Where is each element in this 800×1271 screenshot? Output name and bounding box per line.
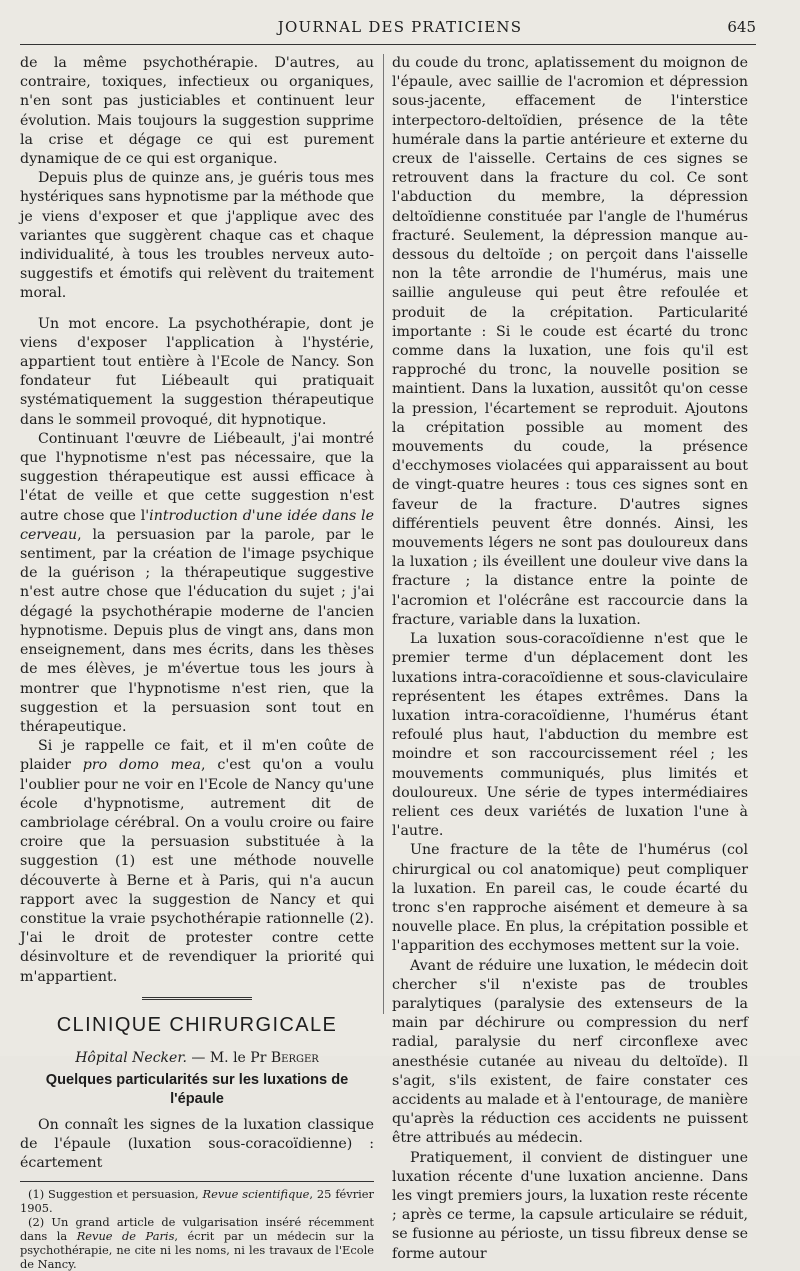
paragraph: Pratiquement, il convient de distinguer une luxation récente d'une luxation ancienne. Dans les vingt premiers jours, la luxation reste récente ; après ce terme, la capsule articulaire se réduit, se fusionne au périoste, un tissu fibreux dense se forme autour [392,1149,748,1262]
paragraph-text: , c'est qu'on a voulu l'oublier pour ne voir en l'Ecole de Nancy qu'une école d'hypnotisme, autrement dit de cambriolage cérébral. On a voulu croire ou faire croire que la persuasion substituée à la suggestion (1) est une méthode nouvelle découverte à Berne et à Paris, qui n'a aucun rapport avec la suggestion de Nancy et qui constitue la vraie psychothérapie rationnelle (2). J'ai le droit de protester contre cette désinvolture et de revendiquer la priorité qui m'appartient. [20,757,374,985]
italic-phrase: introduction d'une idée dans le cerveau [20,507,374,543]
footnote-1 [20,1187,374,1215]
paragraph: du coude du tronc, aplatissement du moignon de l'épaule, avec saillie de l'acromion et dépression sous-jacente, effacement de l'interstice interpectoro-deltoïdien, présence de la tête humérale dans la partie antérieure et externe du creux de l'aisselle. Certains de ces signes se retrouvent dans la fracture du col. Ce sont l'abduction du membre, la dépression deltoïdienne constituée par l'angle de l'humérus fracturé. Seulement, la dépression manque au-dessous du deltoïde ; on perçoit dans l'aisselle non la tête arrondie de l'humérus, mais une saillie anguleuse qui peut être refoulée et produit de la crépitation. Particularité importante : Si le coude est écarté du tronc comme dans la luxation, une fois qu'il est rapproché du tronc, la nouvelle position se maintient. Dans la luxation, aussitôt qu'on cesse la pression, l'écartement se reproduit. Ajoutons la crépitation possible au moment des mouvements du coude, la présence d'ecchymoses violacées qui apparaissent au bout de vingt-quatre heures : tous ces signes sont en faveur de la fracture. D'autres signes différentiels peuvent être donnés. Ainsi, les mouvements légers ne sont pas douloureux dans la luxation ; ils éveillent une douleur vive dans la fracture ; la distance entre la pointe de l'acromion et l'olécrâne est raccourcie dans la fracture, variable dans la luxation. [392,55,748,628]
paragraph: Une fracture de la tête de l'humérus (col chirurgical ou col anatomique) peut compliquer la luxation. En pareil cas, le coude écarté du tronc s'en rapproche aisément et demeure à sa nouvelle place. En plus, la crépitation possible et l'apparition des ecchymoses mettent sur la voie. [392,842,748,955]
paragraph: On connaît les signes de la luxation classique de l'épaule (luxation sous-coracoïdienne) : écartement [20,1116,374,1171]
paragraph [20,737,374,987]
footnote-text: , 25 février 1905. [20,1187,374,1216]
section-divider [142,997,252,1000]
paragraph-text: Si je rappelle ce fait, et il m'en coûte de plaider [20,738,374,774]
article-title: Quelques particularités sur les luxations de l'épaule [45,1072,349,1108]
paragraph-text: , la persuasion par la parole, par le sentiment, par la création de l'image psychique de la guérison ; la thérapeutique suggestive n'est autre chose que l'éducation du sujet ; j'ai dégagé la psychothérapie moderne de l'ancien hypnotisme. Depuis plus de vingt ans, dans mon enseignement, dans mes écrits, dans les thèses de mes élèves, je m'évertue tous les jours à montrer que l'hypnotisme n'est rien, que la suggestion et la persuasion sont tout en thérapeutique. [20,526,374,735]
byline-hospital: Hôpital Necker. [75,1049,187,1066]
footnote-text: (1) Suggestion et persuasion, [28,1187,203,1202]
footnote-2 [20,1215,374,1271]
footnote-rule [20,1181,374,1182]
italic-phrase: pro domo mea [82,757,201,774]
left-column [20,54,374,1271]
footnote-text: , écrit par un médecin sur la psychothérapie, ne cite ni les noms, ni les travaux de l'Ecole de Nancy. [20,1229,374,1271]
running-head [0,18,800,42]
paragraph: Avant de réduire une luxation, le médecin doit chercher s'il n'existe pas de troubles paralytiques (paralysie des extenseurs de la main par déchirure ou compression du nerf radial, paralysie du nerf circonflexe avec anesthésie cutanée au niveau du deltoïde). Il s'agit, s'ils existent, de faire constater ces accidents au malade et à l'entourage, de manière qu'après la réduction ces accidents ne puissent être attribués au médecin. [392,957,748,1147]
footnotes [20,1187,374,1271]
paragraph: de la même psychothérapie. D'autres, au contraire, toxiques, infectieux ou organiques, n'en sont pas justiciables et continuent leur évolution. Mais toujours la suggestion supprime la crise et dégage ce qui est purement dynamique de ce qui est organique. [20,55,374,168]
header-rule [20,44,756,45]
paragraph: La luxation sous-coracoïdienne n'est que le premier terme d'un déplacement dont les luxations intra-coracoïdienne et sous-claviculaire représentent les étapes extrêmes. Dans la luxation intra-coracoïdienne, l'humérus étant refoulé plus haut, l'abduction du membre est moindre et son raccourcissement réel ; les mouvements communiqués, plus limités et douloureux. Une série de types intermédiaires relient ces deux variétés de luxation l'une à l'autre. [392,631,748,840]
footnote-italic: Revue de Paris [76,1229,175,1244]
paragraph [20,430,374,737]
journal-title: JOURNAL DES PRATICIENS [277,18,523,36]
paragraph: Depuis plus de quinze ans, je guéris tous mes hystériques sans hypnotisme par la méthode que je viens d'exposer et que j'applique avec des variantes que suggèrent chaque cas et chaque individualité, à tous les troubles nerveux auto-suggestifs et émotifs qui relèvent du traitement moral. [20,170,374,302]
footnote-italic: Revue scientifique [202,1187,310,1202]
article-byline [20,1049,374,1068]
byline-author: Berger [270,1049,319,1066]
byline-separator: — M. le Pr [186,1049,271,1066]
page-number: 645 [727,18,756,36]
paragraph-text: Continuant l'œuvre de Liébeault, j'ai montré que l'hypnotisme n'est pas nécessaire, que la suggestion thérapeutique est aussi efficace à l'état de veille et que cette suggestion n'est autre chose que l' [20,430,374,524]
section-heading: CLINIQUE CHIRURGICALE [56,1013,338,1036]
footnote-text: (2) Un grand article de vulgarisation inséré récemment dans la [20,1215,374,1244]
column-divider [383,54,384,1014]
paragraph: Un mot encore. La psychothérapie, dont je viens d'exposer l'application à l'hystérie, appartient tout entière à l'Ecole de Nancy. Son fondateur fut Liébeault qui pratiquait systématiquement la suggestion thérapeutique dans le sommeil provoqué, dit hypnotique. [20,315,374,428]
right-column [392,54,748,1264]
